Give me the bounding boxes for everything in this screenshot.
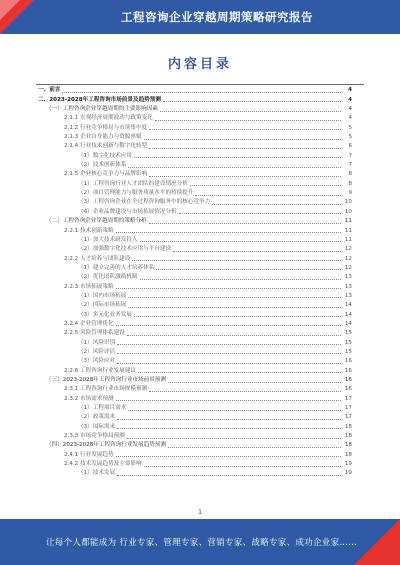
toc-entry[interactable] bbox=[36, 404, 352, 413]
report-title: 工程咨询企业穿越周期策略研究报告 bbox=[121, 10, 313, 24]
toc-leader-dots bbox=[116, 400, 341, 401]
toc-entry-page: 11 bbox=[344, 227, 352, 234]
toc-entry[interactable] bbox=[36, 432, 352, 441]
toc-entry-text: 2.1.2 行业竞争格局与市场集中度 bbox=[64, 124, 148, 131]
toc-entry-page: 18 bbox=[344, 423, 352, 430]
toc-entry-page: 18 bbox=[344, 442, 352, 449]
toc-entry[interactable] bbox=[36, 292, 352, 301]
toc-entry-page: 11 bbox=[344, 218, 352, 225]
toc-entry-page: 5 bbox=[348, 124, 352, 131]
toc-entry[interactable] bbox=[36, 469, 352, 478]
toc-entry-page: 7 bbox=[348, 162, 352, 169]
toc-leader-dots bbox=[128, 307, 341, 308]
toc-entry-text: 2.3.1 工程咨询行业市场规模预测 bbox=[64, 386, 148, 393]
toc-entry-page: 10 bbox=[344, 199, 352, 206]
toc-entry[interactable] bbox=[36, 207, 352, 216]
toc-leader-dots bbox=[149, 176, 341, 177]
toc-entry-page: 18 bbox=[344, 451, 352, 458]
toc-entry-page: 13 bbox=[344, 283, 352, 290]
toc-leader-dots bbox=[212, 204, 341, 205]
toc-entry[interactable] bbox=[36, 189, 352, 198]
toc-entry-page: 19 bbox=[344, 470, 352, 477]
toc-entry-page: 15 bbox=[344, 330, 352, 337]
toc-leader-dots bbox=[149, 148, 341, 149]
toc-entry-page: 8 bbox=[348, 180, 352, 187]
toc-leader-dots bbox=[149, 223, 341, 224]
toc-leader-dots bbox=[140, 241, 342, 242]
toc-leader-dots bbox=[116, 456, 341, 457]
toc-entry-text: （2）技术创新体系 bbox=[78, 162, 127, 169]
toc-entry-text: 2.1.1 宏观经济周期波动与政策变化 bbox=[64, 115, 153, 122]
toc-leader-dots bbox=[117, 419, 341, 420]
toc-entry-page: 16 bbox=[344, 377, 352, 383]
toc-entry-page: 15 bbox=[344, 348, 352, 355]
table-of-contents bbox=[36, 86, 352, 478]
toc-entry[interactable] bbox=[36, 320, 352, 329]
toc-entry-page: 10 bbox=[344, 208, 352, 215]
toc-entry-text: （1）加大技术研发投入 bbox=[78, 236, 138, 243]
toc-entry-text: 2.2.4 企业管理优化 bbox=[64, 320, 114, 327]
toc-entry-text: （1）风险识别 bbox=[78, 339, 116, 346]
toc-entry[interactable] bbox=[36, 413, 352, 422]
toc-entry-text: （3）多元化业务发展 bbox=[78, 311, 132, 318]
toc-entry-text: 二、2023-2028年工程咨询市场前景及趋势预测 bbox=[38, 96, 161, 103]
toc-entry[interactable] bbox=[36, 142, 352, 151]
toc-entry-page: 14 bbox=[344, 320, 352, 327]
toc-leader-dots bbox=[116, 232, 341, 233]
toc-leader-dots bbox=[179, 213, 341, 214]
toc-entry[interactable] bbox=[36, 394, 352, 403]
toc-leader-dots bbox=[190, 185, 341, 186]
toc-entry-text: 2.2.3 市场拓展策略 bbox=[64, 283, 114, 290]
page-number: 1 bbox=[198, 509, 202, 516]
toc-entry[interactable] bbox=[36, 385, 352, 394]
toc-entry-page: 17 bbox=[344, 395, 352, 402]
toc-entry[interactable] bbox=[36, 460, 352, 469]
toc-entry-text: （1）数字化技术应用 bbox=[78, 152, 132, 159]
toc-entry-text: （1）建立完善的人才培养体系 bbox=[78, 264, 155, 271]
toc-entry-text: （1）工程咨询行业人才团队的建设情况分析 bbox=[78, 180, 188, 187]
toc-entry-text: 2.3.2 市场需求预测 bbox=[64, 395, 114, 402]
toc-entry-text: 2.1.3 企业自身能力与资源禀赋 bbox=[64, 134, 142, 141]
toc-leader-dots bbox=[138, 372, 341, 373]
toc-entry[interactable] bbox=[36, 282, 352, 291]
toc-entry-text: 2.2.5 风险管理体系建设 bbox=[64, 330, 125, 337]
toc-entry[interactable] bbox=[36, 217, 352, 226]
toc-leader-dots bbox=[117, 428, 341, 429]
toc-entry-text: （3）风险应对 bbox=[78, 358, 116, 365]
toc-entry[interactable] bbox=[36, 105, 352, 114]
toc-leader-dots bbox=[156, 269, 341, 270]
toc-entry[interactable] bbox=[36, 310, 352, 319]
toc-leader-dots bbox=[163, 101, 341, 102]
toc-entry[interactable] bbox=[36, 161, 352, 170]
toc-entry[interactable] bbox=[36, 338, 352, 347]
toc-entry[interactable] bbox=[36, 123, 352, 132]
toc-entry-text: （三）2023-2028年工程咨询行业市场前景预测 bbox=[46, 377, 166, 383]
toc-entry-text: 2.2.6 工程咨询行业发展建议 bbox=[64, 367, 136, 374]
toc-leader-dots bbox=[128, 297, 341, 298]
toc-leader-dots bbox=[168, 382, 341, 383]
toc-entry-text: （2）项目管理能力与服务质量水平的持续提升 bbox=[78, 190, 194, 197]
toc-entry-text: （3）工程咨询企业在全过程咨询服务中的核心竞争力 bbox=[78, 199, 211, 206]
toc-leader-dots bbox=[128, 410, 341, 411]
toc-entry-page: 17 bbox=[344, 414, 352, 421]
toc-entry-page: 14 bbox=[344, 302, 352, 309]
toc-entry-text: （2）优化团队激励机制 bbox=[78, 274, 138, 281]
toc-entry-text: （一）工程咨询企业穿越周期的主要影响因素 bbox=[46, 106, 158, 113]
toc-entry-page: 12 bbox=[344, 255, 352, 262]
toc-entry-page: 14 bbox=[344, 311, 352, 318]
toc-leader-dots bbox=[116, 288, 341, 289]
toc-entry-text: （2）国际市场拓展 bbox=[78, 302, 127, 309]
toc-entry[interactable] bbox=[36, 357, 352, 366]
toc-entry-text: （3）国际需求 bbox=[78, 423, 116, 430]
toc-entry-page: 4 bbox=[348, 87, 352, 94]
toc-leader-dots bbox=[160, 111, 341, 112]
toc-entry[interactable] bbox=[36, 301, 352, 310]
toc-entry[interactable] bbox=[36, 273, 352, 282]
toc-entry-text: 2.3.3 市场竞争格局预测 bbox=[64, 433, 125, 440]
toc-entry[interactable] bbox=[36, 179, 352, 188]
toc-leader-dots bbox=[144, 139, 341, 140]
toc-entry-text: （2）政策需求 bbox=[78, 414, 116, 421]
toc-entry[interactable] bbox=[36, 254, 352, 263]
toc-entry-page: 4 bbox=[348, 106, 352, 113]
toc-entry-page: 8 bbox=[348, 171, 352, 178]
toc-entry-text: （二）工程咨询企业穿越周期的策略分析 bbox=[46, 218, 147, 225]
toc-entry-text: 2.1.4 行业技术创新与数字化转型 bbox=[64, 143, 148, 150]
toc-entry[interactable] bbox=[36, 226, 352, 235]
toc-entry-text: （2）加强数字化技术应用与平台建设 bbox=[78, 246, 172, 253]
toc-leader-dots bbox=[132, 260, 341, 261]
toc-entry-text: 一、前言 bbox=[38, 87, 61, 94]
toc-leader-dots bbox=[128, 167, 341, 168]
toc-heading: 内容目录 bbox=[167, 57, 232, 72]
toc-leader-dots bbox=[117, 344, 341, 345]
toc-entry-page: 16 bbox=[344, 386, 352, 393]
toc-entry-page: 15 bbox=[344, 339, 352, 346]
toc-entry-page: 6 bbox=[348, 143, 352, 150]
toc-entry[interactable] bbox=[36, 366, 352, 375]
toc-leader-dots bbox=[117, 475, 341, 476]
toc-entry-page: 16 bbox=[344, 358, 352, 365]
toc-leader-dots bbox=[144, 466, 341, 467]
toc-entry-page: 17 bbox=[344, 405, 352, 412]
toc-leader-dots bbox=[134, 316, 341, 317]
toc-entry-text: （4）企业品牌建设与市场拓展情况分析 bbox=[78, 208, 177, 215]
toc-entry-text: （1）国内市场拓展 bbox=[78, 292, 127, 299]
toc-leader-dots bbox=[127, 335, 341, 336]
toc-entry-page: 11 bbox=[344, 236, 352, 243]
toc-leader-dots bbox=[149, 129, 341, 130]
toc-entry[interactable] bbox=[36, 348, 352, 357]
toc-entry[interactable] bbox=[36, 170, 352, 179]
toc-entry-page: 4 bbox=[348, 96, 352, 103]
toc-entry-page: 19 bbox=[344, 461, 352, 468]
toc-leader-dots bbox=[173, 251, 341, 252]
toc-entry-text: 2.2.1 技术创新策略 bbox=[64, 227, 114, 234]
toc-leader-dots bbox=[195, 195, 341, 196]
toc-entry[interactable] bbox=[36, 236, 352, 245]
toc-entry-text: （1）技术发展 bbox=[78, 470, 116, 477]
toc-leader-dots bbox=[117, 353, 341, 354]
toc-entry[interactable] bbox=[36, 245, 352, 254]
toc-entry[interactable] bbox=[36, 86, 352, 95]
toc-leader-dots bbox=[155, 120, 341, 121]
footer-red-triangle bbox=[354, 519, 400, 565]
toc-entry[interactable] bbox=[36, 198, 352, 207]
report-header bbox=[0, 0, 400, 34]
toc-entry-page: 9 bbox=[348, 190, 352, 197]
toc-entry[interactable] bbox=[36, 376, 352, 385]
toc-entry-text: 2.2.2 人才培养与团队建设 bbox=[64, 255, 131, 262]
toc-leader-dots bbox=[127, 438, 341, 439]
toc-leader-dots bbox=[168, 447, 341, 448]
footer-slogan: 让每个人都能成为 行业专家、管理专家、营销专家、战略专家、成功企业家…… bbox=[46, 538, 358, 548]
toc-entry[interactable] bbox=[36, 441, 352, 450]
report-footer bbox=[0, 519, 400, 565]
toc-entry[interactable] bbox=[36, 450, 352, 459]
toc-entry[interactable] bbox=[36, 114, 352, 123]
toc-entry[interactable] bbox=[36, 329, 352, 338]
toc-leader-dots bbox=[62, 92, 341, 93]
toc-entry[interactable] bbox=[36, 422, 352, 431]
toc-leader-dots bbox=[117, 363, 341, 364]
toc-entry-text: 2.4.1 行业发展趋势 bbox=[64, 451, 114, 458]
toc-entry-text: （1）工程项目需求 bbox=[78, 405, 127, 412]
toc-entry-page: 12 bbox=[344, 246, 352, 253]
heading-rule bbox=[36, 84, 364, 85]
toc-entry-text: 2.4.2 技术发展趋势及主要影响 bbox=[64, 461, 142, 468]
toc-leader-dots bbox=[116, 325, 341, 326]
toc-entry-page: 18 bbox=[344, 433, 352, 440]
toc-entry-page: 16 bbox=[344, 367, 352, 374]
toc-leader-dots bbox=[149, 391, 341, 392]
toc-entry-text: （四）2023-2028年工程咨询行业发展趋势预测 bbox=[46, 442, 166, 449]
toc-entry-page: 12 bbox=[344, 264, 352, 271]
toc-entry-page: 13 bbox=[344, 292, 352, 299]
toc-entry-page: 4 bbox=[348, 115, 352, 122]
toc-entry-text: （2）风险评估 bbox=[78, 348, 116, 355]
toc-leader-dots bbox=[134, 157, 341, 158]
toc-leader-dots bbox=[140, 279, 342, 280]
toc-entry[interactable] bbox=[36, 264, 352, 273]
toc-entry-page: 5 bbox=[348, 134, 352, 141]
toc-entry-page: 7 bbox=[348, 152, 352, 159]
toc-entry[interactable] bbox=[36, 151, 352, 160]
toc-entry-text: 2.1.5 企业核心竞争力与品牌影响 bbox=[64, 171, 148, 178]
toc-entry[interactable] bbox=[36, 95, 352, 104]
toc-entry[interactable] bbox=[36, 133, 352, 142]
header-decor-triangle bbox=[0, 0, 20, 20]
toc-entry-page: 13 bbox=[344, 274, 352, 281]
